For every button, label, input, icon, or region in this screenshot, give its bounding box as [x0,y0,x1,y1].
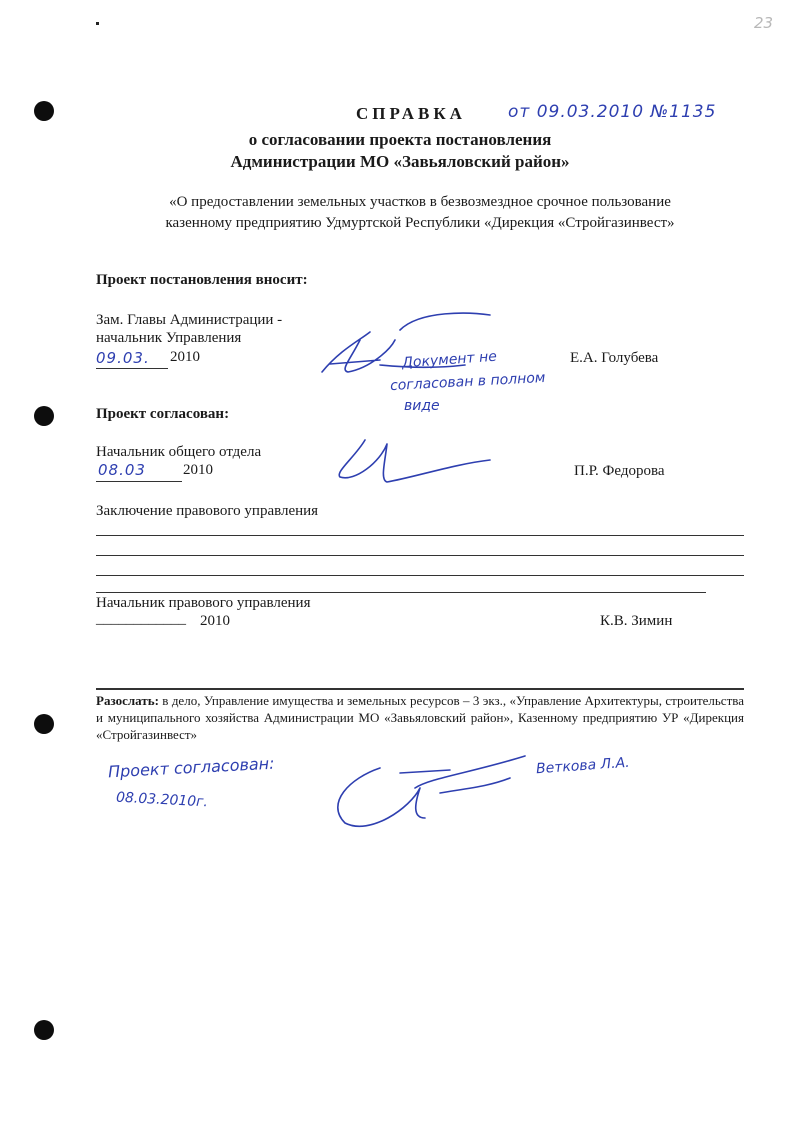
conclusion-line [96,575,744,576]
introducer-position-1: Зам. Главы Администрации - [96,312,283,328]
distribution-label: Разослать: [96,693,159,708]
introducer-name: Е.А. Голубева [570,350,659,366]
agreed-heading: Проект согласован: [96,406,230,422]
subject-line-1: «О предоставлении земельных участков в безвозмездное срочное пользование [169,194,671,210]
agreed-date-year: 2010 [183,462,213,478]
agreed-name: П.Р. Федорова [574,463,665,479]
punch-hole [34,406,54,426]
introducer-date-year: 2010 [170,349,200,365]
distribution-block [96,692,744,743]
page-number: 23 [754,14,774,32]
punch-hole [34,101,54,121]
legal-conclusion-label: Заключение правового управления [96,503,319,519]
legal-head-position: Начальник правового управления [96,595,311,611]
date-underline [96,368,168,369]
legal-head-name: К.В. Зимин [600,613,673,629]
punch-hole [34,1020,54,1040]
speck [96,22,99,25]
introducer-position-2: начальник Управления [96,330,242,346]
footer-handwritten-note: Проект согласован: [107,753,275,782]
title-line-2: Администрации МО «Завьяловский район» [230,152,570,171]
footer-handwritten-date: 08.03.2010г. [115,789,209,811]
handwritten-note-3: виде [404,398,440,414]
handwritten-reference: от 09.03.2010 №1135 [508,102,717,122]
title-line-1: о согласовании проекта постановления [248,130,552,149]
document-title: СПРАВКА [356,104,466,123]
conclusion-line [96,535,744,536]
conclusion-line [96,592,706,593]
introducer-date-handwritten: 09.03. [96,349,150,367]
handwritten-note-2: согласован в полном [389,369,546,395]
subject-line-2: казенному предприятию Удмуртской Республики «Дирекция «Стройгазинвест» [165,215,675,231]
date-underline [96,481,182,482]
legal-date-blank: ____________ [96,611,186,627]
handwritten-note-1: Документ не [401,348,498,372]
agreed-position: Начальник общего отдела [96,444,262,460]
legal-date-year: 2010 [200,613,230,629]
footer-handwritten-name: Веткова Л.А. [535,754,631,778]
conclusion-line [96,555,744,556]
introduced-heading: Проект постановления вносит: [96,272,308,288]
signature-fedorova [325,432,505,492]
signature-footer [320,748,540,838]
distribution-divider [96,688,744,690]
agreed-date-handwritten: 08.03 [98,461,146,479]
distribution-text: в дело, Управление имущества и земельных ресурсов – 3 экз., «Управление Архитектуры, строительства и муниципального хозяйства Администрации МО «Завьяловский район», Казенному предприятию УР «Дирекция «Стройгазинвест» [96,693,744,742]
punch-hole [34,714,54,734]
